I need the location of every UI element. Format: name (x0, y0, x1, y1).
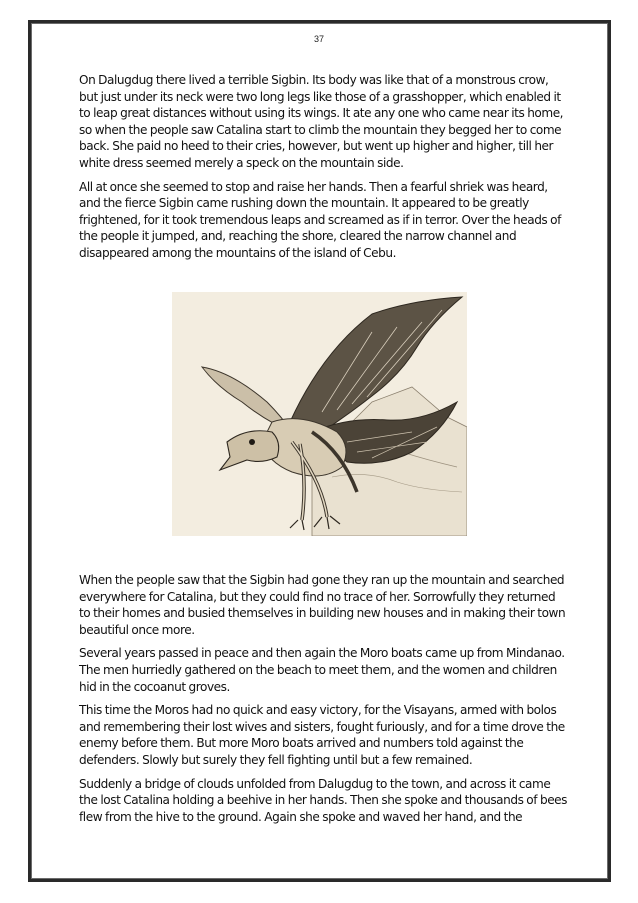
bottom-text-block (79, 572, 569, 832)
paragraph: Several years passed in peace and then again the Moro boats came up from Mindanao. The men hurriedly gathered on the beach to meet them, and the women and children hid in the cocoanut groves. (79, 646, 565, 694)
paragraph: All at once she seemed to stop and raise her hands. Then a fearful shriek was heard, and the fierce Sigbin came rushing down the mountain. It appeared to be greatly frightened, for it took tremendous leaps and screamed as if in terror. Over the heads of the people it jumped, and, reaching the shore, cleared the narrow channel and disappeared among the mountains of the island of Cebu. (79, 179, 561, 260)
page-number: 37 (313, 34, 324, 44)
paragraph: When the people saw that the Sigbin had gone they ran up the mountain and searched everywhere for Catalina, but they could find no trace of her. Sorrowfully they returned to their homes and busied themselves in building new houses and in making their town beautiful once more. (79, 573, 566, 637)
sigbin-drawing (172, 292, 467, 536)
paragraph: On Dalugdug there lived a terrible Sigbin. Its body was like that of a monstrous crow, but just under its neck were two long legs like those of a grasshopper, which enabled it to leap great distances without using its wings. It ate any one who came near its home, so when the people saw Catalina start to climb the mountain they begged her to come back. She paid no heed to their cries, however, but went up higher and higher, till her white dress seemed merely a speck on the mountain side. (79, 73, 564, 170)
top-text-block (79, 72, 569, 269)
paragraph: This time the Moros had no quick and easy victory, for the Visayans, armed with bolos and remembering their lost wives and sisters, fought furiously, and for a time drove the enemy before them. But more Moro boats arrived and numbers told against the defenders. Slowly but surely they fell fighting until but a few remained. (79, 703, 565, 767)
sigbin-illustration (172, 292, 467, 536)
paragraph: Suddenly a bridge of clouds unfolded from Dalugdug to the town, and across it came the lost Catalina holding a beehive in her hands. Then she spoke and thousands of bees flew from the hive to the ground. Again she spoke and waved her hand, and the (79, 776, 568, 824)
